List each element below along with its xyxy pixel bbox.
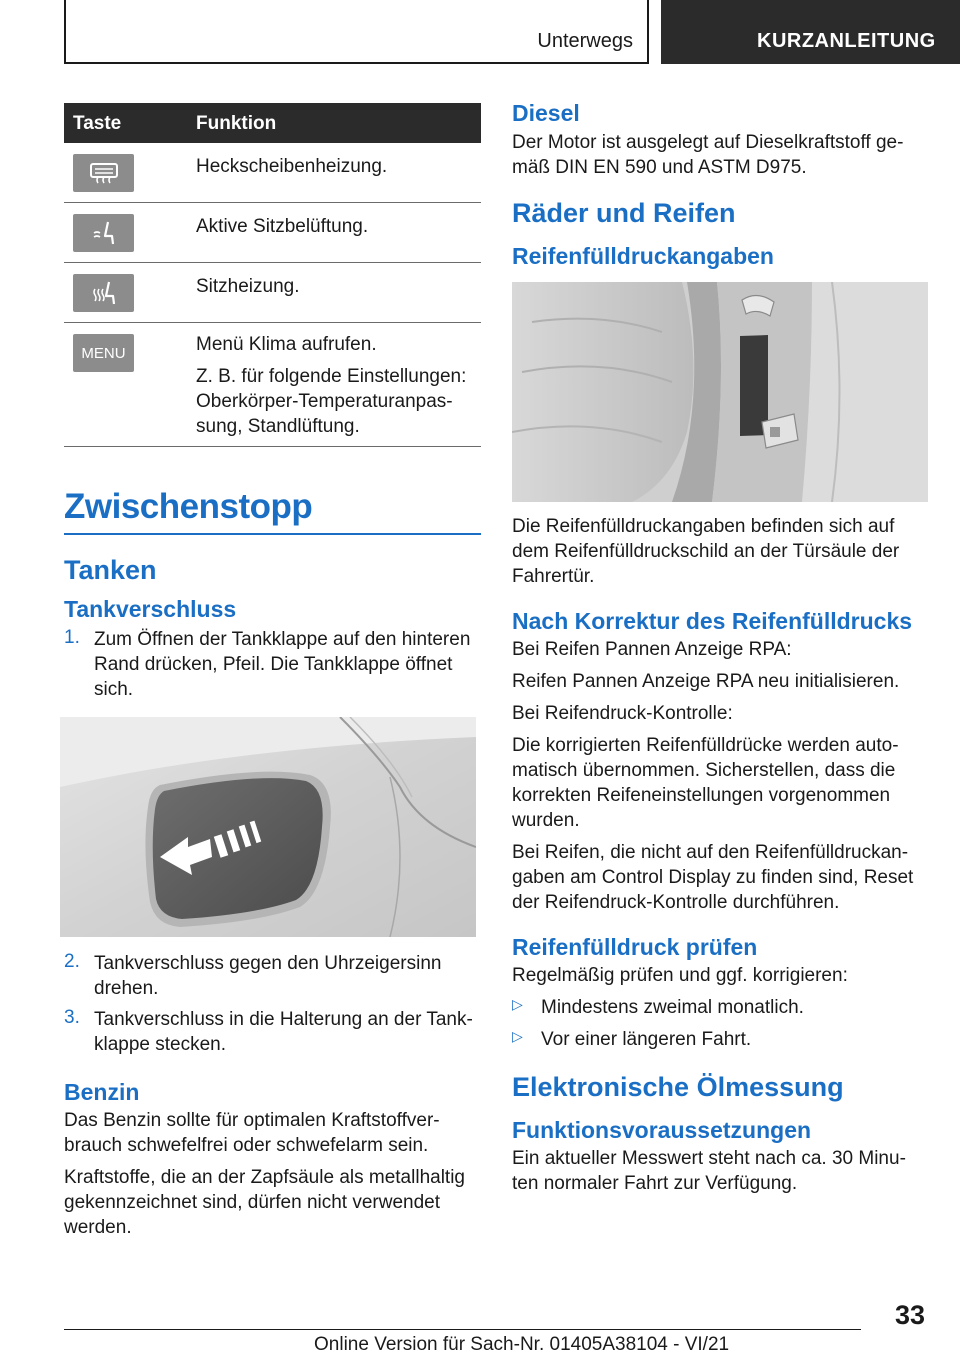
- paragraph: Bei Reifen Pannen Anzeige RPA:: [512, 639, 792, 660]
- triangle-bullet-icon: ▷: [512, 1028, 523, 1044]
- rear-window-defroster-icon: [89, 162, 119, 184]
- heading-reifenfuelldruck-pruefen: Reifenfülldruck prüfen: [512, 934, 758, 960]
- paragraph: Der Motor ist ausgelegt auf Dieselkraftstoff ge-mäß DIN EN 590 und ASTM D975.: [512, 132, 904, 178]
- fuel-flap-image: [60, 717, 476, 937]
- header-section-title: Unterwegs: [537, 30, 633, 52]
- header-guide-title: KURZANLEITUNG: [757, 30, 936, 52]
- bullet-text: Vor einer längeren Fahrt.: [541, 1029, 752, 1050]
- paragraph: Kraftstoffe, die an der Zapfsäule als metallhaltig gekennzeichnet sind, dürfen nicht verwendet werden.: [64, 1167, 465, 1238]
- list-item: [512, 995, 928, 1020]
- menu-key: [73, 334, 134, 372]
- header-guide-tab: [661, 0, 960, 64]
- step-number: 3.: [64, 1007, 80, 1028]
- table-function-text: Heckscheibenheizung.: [196, 156, 388, 177]
- step-number: 1.: [64, 627, 80, 648]
- heading-reifenfuelldruckangaben: Reifenfülldruckangaben: [512, 243, 774, 269]
- heading-diesel: Diesel: [512, 100, 580, 126]
- paragraph: Bei Reifen, die nicht auf den Reifenfülldruckan-gaben am Control Display zu finden sind, Reset der Reifendruck-Kontrolle durchführen.: [512, 842, 914, 913]
- paragraph: Das Benzin sollte für optimalen Kraftstoffver-brauch schwefelfrei oder schwefelarm sein.: [64, 1110, 440, 1156]
- function-table: [64, 103, 481, 447]
- table-row: [64, 263, 481, 323]
- heading-tanken: Tanken: [64, 555, 157, 585]
- fuel-flap-illustration: [60, 717, 476, 937]
- list-item: [512, 1027, 928, 1052]
- footer-online-version: Online Version für Sach-Nr. 01405A38104 - VI/21: [314, 1334, 730, 1355]
- step-number: 2.: [64, 951, 80, 972]
- table-function-note: Z. B. für folgende Einstellungen: Oberkörper-Temperaturanpas-sung, Standlüftung.: [196, 366, 467, 437]
- rear-window-defroster-key: [73, 154, 134, 192]
- footer-rule: [64, 1329, 861, 1330]
- triangle-bullet-icon: ▷: [512, 996, 523, 1012]
- paragraph: Bei Reifendruck-Kontrolle:: [512, 703, 733, 724]
- heading-raeder-und-reifen: Räder und Reifen: [512, 198, 736, 228]
- table-row: [64, 323, 481, 447]
- paragraph: Die Reifenfülldruckangaben befinden sich auf dem Reifenfülldruckschild an der Türsäule der Fahrertür.: [512, 516, 900, 587]
- right-column: [512, 100, 928, 1196]
- list-item: [64, 1007, 481, 1057]
- step-text: Tankverschluss in die Halterung an der Tank-klappe stecken.: [94, 1009, 473, 1055]
- step-text: Zum Öffnen der Tankklappe auf den hinteren Rand drücken, Pfeil. Die Tankklappe öffnet sich.: [94, 629, 471, 700]
- header-section-box: [64, 0, 649, 64]
- page-number: 33: [895, 1300, 926, 1330]
- table-function-text: Aktive Sitzbelüftung.: [196, 216, 369, 237]
- paragraph: Ein aktueller Messwert steht nach ca. 30 Minu-ten normaler Fahrt zur Verfügung.: [512, 1148, 906, 1194]
- table-header-key: Taste: [73, 113, 122, 134]
- paragraph: Die korrigierten Reifenfülldrücke werden auto-matisch übernommen. Sicherstellen, dass die korrekten Reifeneinstellungen vorgenommen wurden.: [512, 735, 899, 831]
- step-text: Tankverschluss gegen den Uhrzeigersinn drehen.: [94, 953, 442, 999]
- heading-funktionsvoraussetzungen: Funktionsvoraussetzungen: [512, 1117, 812, 1143]
- list-item: [64, 951, 481, 1001]
- table-function-text: Menü Klima aufrufen.: [196, 334, 377, 355]
- bullet-text: Mindestens zweimal monatlich.: [541, 997, 804, 1018]
- table-header-function: Funktion: [196, 113, 277, 134]
- seat-heating-icon: [90, 279, 118, 307]
- heading-benzin: Benzin: [64, 1079, 140, 1105]
- list-item: [64, 627, 481, 702]
- table-row: [64, 143, 481, 203]
- table-function-text: Sitzheizung.: [196, 276, 300, 297]
- heading-tankverschluss: Tankverschluss: [64, 596, 237, 622]
- seat-heating-key: [73, 274, 134, 312]
- menu-key-label: MENU: [81, 344, 126, 362]
- heading-nach-korrektur: Nach Korrektur des Reifenfülldrucks: [512, 608, 913, 634]
- tire-pressure-label-image: [512, 282, 928, 502]
- section-title-zwischenstopp: Zwischenstopp: [64, 487, 313, 526]
- heading-elektronische-oelmessung: Elektronische Ölmessung: [512, 1072, 844, 1102]
- left-column: [64, 103, 481, 1240]
- paragraph: Reifen Pannen Anzeige RPA neu initialisieren.: [512, 671, 900, 692]
- table-header: [64, 103, 481, 143]
- seat-ventilation-icon: [90, 219, 118, 247]
- door-pillar-illustration: [512, 282, 928, 502]
- table-row: [64, 203, 481, 263]
- paragraph: Regelmäßig prüfen und ggf. korrigieren:: [512, 965, 848, 986]
- seat-ventilation-key: [73, 214, 134, 252]
